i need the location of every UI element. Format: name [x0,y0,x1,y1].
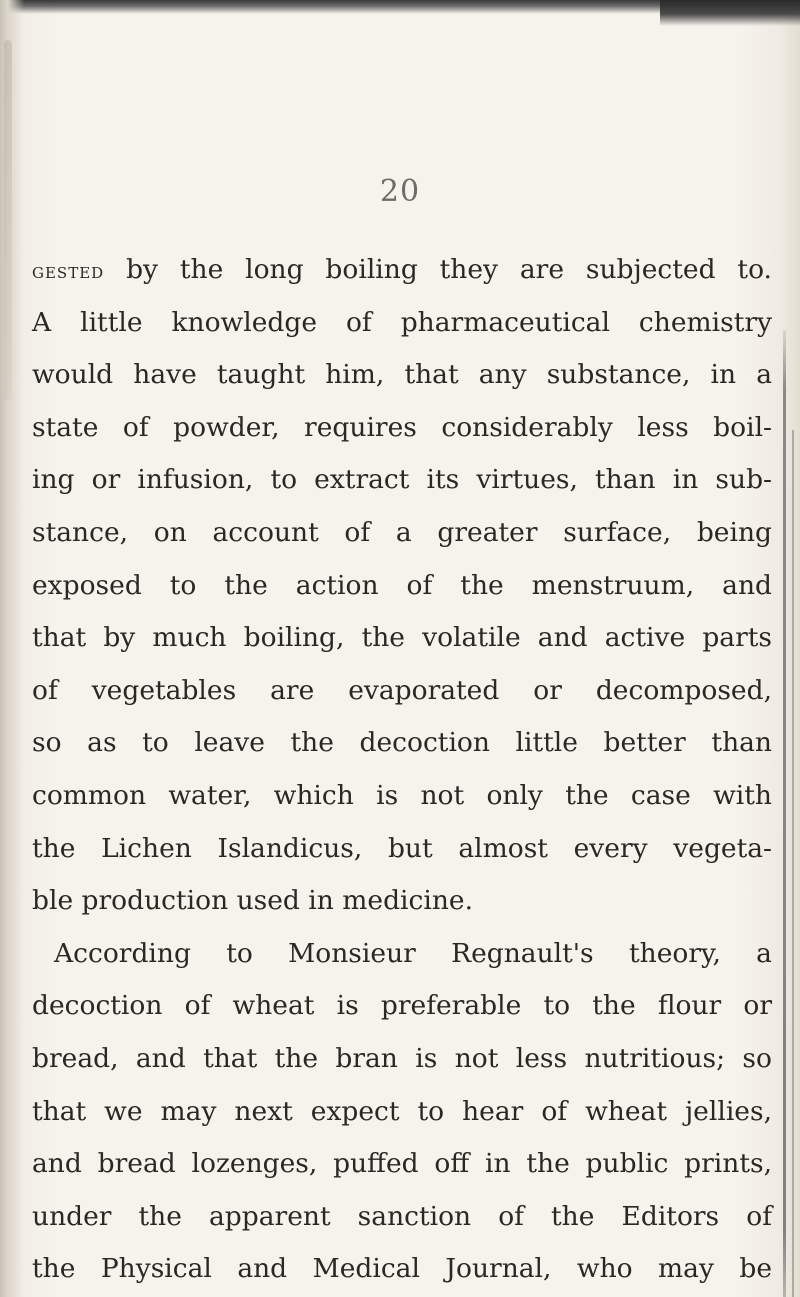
text-line-6: stance, on account of a greater surface, being [32,516,772,548]
text-line-8: that by much boiling, the volatile and active parts [32,622,772,654]
text-line-13: ble production used in medicine. [32,885,474,917]
text-line-17: that we may next expect to hear of wheat jellies, [32,1095,772,1127]
binding-stain [4,40,12,400]
body-text [32,244,772,1296]
text-line-4: state of powder, requires considerably less boil- [32,411,772,443]
page-number: 20 [379,174,421,209]
small-caps-fragment: gested [32,259,105,284]
text-line-9: of vegetables are evaporated or decomposed, [32,674,772,706]
text-line-10: so as to leave the decoction little better than [32,727,772,759]
page-edge-line [783,330,786,1297]
text-line-16: bread, and that the bran is not less nutritious; so [32,1042,772,1074]
text-line-20: the Physical and Medical Journal, who may be [32,1253,772,1285]
text-line-18: and bread lozenges, puffed off in the public prints, [32,1148,772,1180]
text-line-15: decoction of wheat is preferable to the flour or [32,990,772,1022]
text-line-3: would have taught him, that any substance, in a [32,359,772,391]
text-line-5: ing or infusion, to extract its virtues, than in sub- [32,464,772,496]
text-line-19: under the apparent sanction of the Editors of [32,1200,772,1232]
text-line-14: According to Monsieur Regnault's theory, a [54,937,772,969]
text-line-7: exposed to the action of the menstruum, and [32,569,772,601]
text-line-1 [32,244,772,297]
page-edge-line-secondary [792,430,794,1297]
text-line-12: the Lichen Islandicus, but almost every vegeta- [32,832,772,864]
text-line-1-rest: by the long boiling they are subjected to. [126,254,772,285]
scan-top-right-edge [660,0,800,26]
text-line-2: A little knowledge of pharmaceutical chemistry [32,306,772,338]
text-line-11: common water, which is not only the case with [32,779,772,811]
